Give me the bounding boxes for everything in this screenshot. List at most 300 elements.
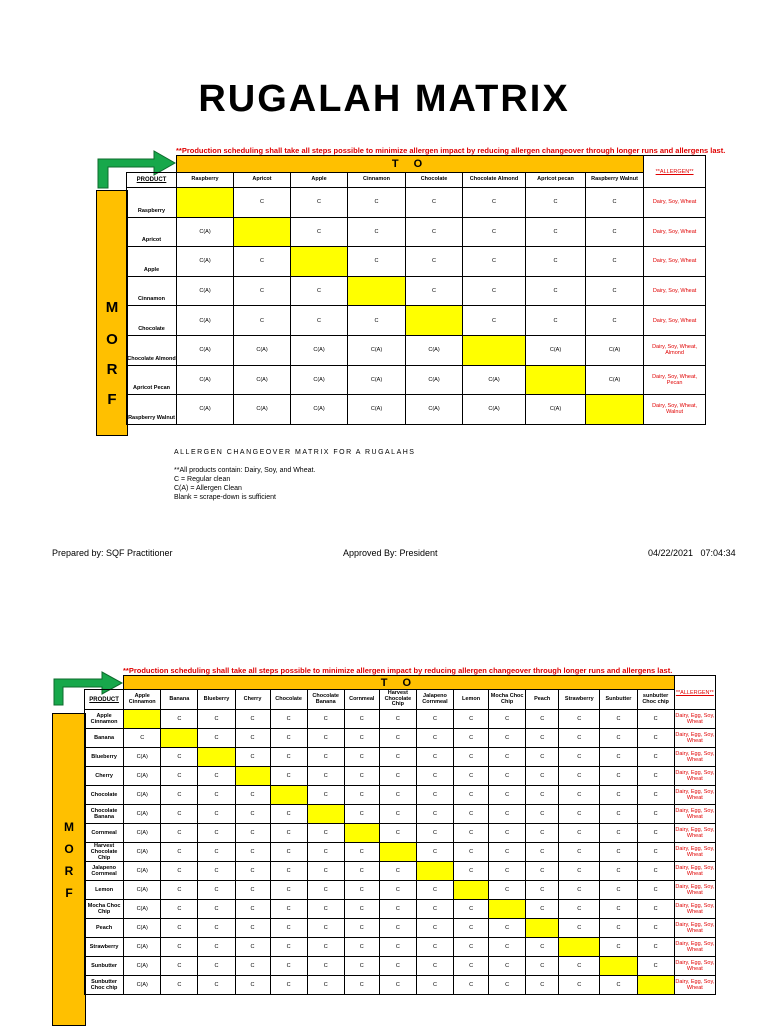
matrix-cell: C xyxy=(559,843,600,862)
matrix-cell: C xyxy=(198,919,235,938)
column-header: Cherry xyxy=(235,690,270,710)
matrix-cell: C xyxy=(291,217,348,247)
allergen-cell: Dairy, Soy, Wheat xyxy=(644,306,706,336)
matrix-cell: C xyxy=(526,748,559,767)
matrix-cell: C xyxy=(637,767,674,786)
matrix-cell: C xyxy=(454,843,489,862)
matrix-cell: C xyxy=(526,900,559,919)
matrix-cell: C xyxy=(463,247,526,277)
row-label: Lemon xyxy=(85,881,124,900)
diagonal-cell xyxy=(235,767,270,786)
matrix-cell: C xyxy=(235,710,270,729)
matrix-cell: C xyxy=(416,843,453,862)
diagonal-cell xyxy=(586,395,644,425)
row-label: Apricot xyxy=(127,217,177,247)
from-letter: M xyxy=(105,299,119,316)
diagonal-cell xyxy=(177,188,234,218)
matrix-cell: C(A) xyxy=(463,395,526,425)
table-row xyxy=(85,881,716,900)
matrix-cell: C xyxy=(235,824,270,843)
matrix-cell: C(A) xyxy=(406,335,463,365)
matrix-cell: C xyxy=(307,843,344,862)
matrix-cell: C(A) xyxy=(463,365,526,395)
column-header: Apple Cinnamon xyxy=(124,690,161,710)
matrix-cell: C(A) xyxy=(124,862,161,881)
column-header: Cornmeal xyxy=(344,690,379,710)
matrix-cell: C(A) xyxy=(406,395,463,425)
matrix-cell: C xyxy=(379,805,416,824)
matrix-cell: C xyxy=(124,729,161,748)
matrix-cell: C xyxy=(526,843,559,862)
approved-by: Approved By: President xyxy=(343,548,438,558)
allergen-cell: Dairy, Egg, Soy, Wheat xyxy=(674,919,715,938)
matrix-cell: C xyxy=(161,843,198,862)
table-row xyxy=(85,862,716,881)
matrix-cell: C xyxy=(526,786,559,805)
column-header: Banana xyxy=(161,690,198,710)
from-band-1 xyxy=(96,190,128,436)
matrix-cell: C xyxy=(637,710,674,729)
matrix-cell: C xyxy=(559,729,600,748)
matrix-cell: C xyxy=(161,767,198,786)
matrix-cell: C xyxy=(344,843,379,862)
matrix-cell: C xyxy=(526,976,559,995)
matrix-cell: C xyxy=(270,976,307,995)
matrix-cell: C xyxy=(307,710,344,729)
matrix-cell: C xyxy=(586,217,644,247)
matrix-cell: C xyxy=(161,862,198,881)
matrix-cell: C xyxy=(489,938,526,957)
matrix-cell: C xyxy=(489,786,526,805)
matrix-cell: C xyxy=(559,900,600,919)
matrix-cell: C xyxy=(600,862,637,881)
matrix-cell: C xyxy=(559,786,600,805)
allergen-cell: Dairy, Egg, Soy, Wheat xyxy=(674,881,715,900)
matrix-cell: C(A) xyxy=(348,365,406,395)
matrix-cell: C xyxy=(526,710,559,729)
matrix-cell: C xyxy=(344,729,379,748)
diagonal-cell xyxy=(234,217,291,247)
table-row xyxy=(85,805,716,824)
matrix-cell: C xyxy=(161,786,198,805)
matrix-cell: C(A) xyxy=(124,938,161,957)
matrix-cell: C xyxy=(307,748,344,767)
matrix-cell: C xyxy=(416,767,453,786)
table-row xyxy=(85,938,716,957)
row-label: Mocha Choc Chip xyxy=(85,900,124,919)
matrix-cell: C xyxy=(161,938,198,957)
matrix-cell: C xyxy=(454,767,489,786)
matrix-cell: C xyxy=(379,881,416,900)
matrix-cell: C xyxy=(307,862,344,881)
matrix-cell: C(A) xyxy=(124,824,161,843)
matrix-cell: C xyxy=(416,748,453,767)
from-letter: M xyxy=(64,820,74,834)
matrix-cell: C xyxy=(161,824,198,843)
matrix-cell: C xyxy=(379,824,416,843)
allergen-cell: Dairy, Soy, Wheat xyxy=(644,188,706,218)
matrix-cell: C xyxy=(198,786,235,805)
matrix-cell: C xyxy=(416,957,453,976)
table-row xyxy=(85,767,716,786)
matrix-cell: C(A) xyxy=(124,767,161,786)
allergen-cell: Dairy, Egg, Soy, Wheat xyxy=(674,900,715,919)
matrix-cell: C xyxy=(379,957,416,976)
footnotes-heading: ALLERGEN CHANGEOVER MATRIX FOR A RUGALAHS xyxy=(174,449,416,456)
row-label: Blueberry xyxy=(85,748,124,767)
matrix-cell: C xyxy=(489,824,526,843)
matrix-cell: C xyxy=(463,188,526,218)
matrix-cell: C xyxy=(489,805,526,824)
table-row xyxy=(85,748,716,767)
matrix-cell: C xyxy=(198,767,235,786)
row-label: Cinnamon xyxy=(127,276,177,306)
matrix-cell: C(A) xyxy=(177,276,234,306)
allergen-matrix-2 xyxy=(84,675,716,995)
matrix-cell: C xyxy=(586,276,644,306)
row-label: Jalapeno Cornmeal xyxy=(85,862,124,881)
matrix-cell: C xyxy=(559,881,600,900)
matrix-footnotes xyxy=(174,448,415,502)
matrix-cell: C xyxy=(161,710,198,729)
matrix-cell: C xyxy=(526,188,586,218)
matrix-cell: C xyxy=(234,247,291,277)
matrix-cell: C xyxy=(379,748,416,767)
allergen-column-header: **ALLERGEN** xyxy=(674,676,715,710)
table-row xyxy=(127,217,706,247)
matrix-cell: C xyxy=(600,881,637,900)
matrix-cell: C xyxy=(307,767,344,786)
row-label: Sunbutter Choc chip xyxy=(85,976,124,995)
allergen-column-header: **ALLERGEN** xyxy=(644,156,706,188)
matrix-cell: C xyxy=(637,862,674,881)
matrix-cell: C xyxy=(526,862,559,881)
matrix-cell: C xyxy=(291,276,348,306)
matrix-cell: C(A) xyxy=(124,976,161,995)
row-label: Chocolate Almond xyxy=(127,335,177,365)
matrix-cell: C(A) xyxy=(291,395,348,425)
matrix-cell: C xyxy=(344,767,379,786)
matrix-cell: C xyxy=(637,843,674,862)
matrix-cell: C xyxy=(600,748,637,767)
column-header: Chocolate Banana xyxy=(307,690,344,710)
matrix-cell: C xyxy=(307,976,344,995)
matrix-cell: C xyxy=(526,729,559,748)
production-note-2: **Production scheduling shall take all steps possible to minimize allergen impact by reducing allergen changeover through longer runs and allergens last. xyxy=(123,666,673,675)
matrix-cell: C xyxy=(416,710,453,729)
matrix-cell: C(A) xyxy=(124,957,161,976)
matrix-cell: C xyxy=(600,919,637,938)
allergen-cell: Dairy, Soy, Wheat, Almond xyxy=(644,335,706,365)
matrix-cell: C xyxy=(235,729,270,748)
column-header: Chocolate xyxy=(406,173,463,188)
row-label: Raspberry Walnut xyxy=(127,395,177,425)
matrix-cell: C xyxy=(198,843,235,862)
matrix-cell: C xyxy=(348,217,406,247)
column-header: Chocolate xyxy=(270,690,307,710)
matrix-cell: C xyxy=(463,306,526,336)
allergen-cell: Dairy, Egg, Soy, Wheat xyxy=(674,824,715,843)
corner-blank xyxy=(85,676,124,690)
from-letter: R xyxy=(64,864,74,878)
allergen-cell: Dairy, Soy, Wheat xyxy=(644,217,706,247)
matrix-cell: C xyxy=(270,843,307,862)
matrix-cell: C xyxy=(379,976,416,995)
matrix-cell: C xyxy=(270,881,307,900)
matrix-cell: C xyxy=(379,729,416,748)
matrix-cell: C(A) xyxy=(586,335,644,365)
table-row xyxy=(85,710,716,729)
column-header: Strawberry xyxy=(559,690,600,710)
from-letter: O xyxy=(64,842,74,856)
matrix-cell: C xyxy=(161,805,198,824)
matrix-cell: C xyxy=(526,217,586,247)
table-row xyxy=(85,843,716,862)
diagonal-cell xyxy=(307,805,344,824)
matrix-cell: C xyxy=(270,957,307,976)
row-label: Peach xyxy=(85,919,124,938)
table-row xyxy=(127,247,706,277)
matrix-cell: C xyxy=(344,786,379,805)
matrix-cell: C xyxy=(235,900,270,919)
allergen-cell: Dairy, Egg, Soy, Wheat xyxy=(674,843,715,862)
matrix-cell: C xyxy=(307,919,344,938)
matrix-cell: C xyxy=(307,957,344,976)
matrix-cell: C xyxy=(406,276,463,306)
matrix-cell: C xyxy=(637,805,674,824)
diagonal-cell xyxy=(559,938,600,957)
matrix-cell: C xyxy=(416,938,453,957)
from-letter: R xyxy=(106,361,118,378)
matrix-cell: C xyxy=(235,919,270,938)
allergen-cell: Dairy, Soy, Wheat xyxy=(644,276,706,306)
matrix-cell: C xyxy=(235,957,270,976)
diagonal-cell xyxy=(454,881,489,900)
matrix-cell: C xyxy=(416,824,453,843)
matrix-cell: C xyxy=(235,786,270,805)
table-row xyxy=(85,976,716,995)
matrix-cell: C(A) xyxy=(124,786,161,805)
matrix-cell: C xyxy=(344,957,379,976)
column-header: Blueberry xyxy=(198,690,235,710)
matrix-cell: C xyxy=(406,217,463,247)
diagonal-cell xyxy=(379,843,416,862)
matrix-cell: C xyxy=(270,805,307,824)
diagonal-cell xyxy=(526,365,586,395)
matrix-cell: C(A) xyxy=(586,365,644,395)
column-header: Harvest Chocolate Chip xyxy=(379,690,416,710)
diagonal-cell xyxy=(463,335,526,365)
matrix-cell: C(A) xyxy=(177,365,234,395)
matrix-cell: C xyxy=(559,805,600,824)
matrix-cell: C xyxy=(235,862,270,881)
from-letter: O xyxy=(106,331,118,348)
matrix-cell: C xyxy=(637,786,674,805)
diagonal-cell xyxy=(600,957,637,976)
allergen-cell: Dairy, Egg, Soy, Wheat xyxy=(674,976,715,995)
allergen-cell: Dairy, Egg, Soy, Wheat xyxy=(674,938,715,957)
matrix-cell: C xyxy=(307,786,344,805)
diagonal-cell xyxy=(124,710,161,729)
from-band-2 xyxy=(52,713,86,1026)
table-row xyxy=(85,824,716,843)
matrix-cell: C xyxy=(416,900,453,919)
matrix-cell: C xyxy=(600,805,637,824)
matrix-cell: C xyxy=(270,938,307,957)
matrix-cell: C xyxy=(198,710,235,729)
product-header: PRODUCT xyxy=(85,690,124,710)
matrix-cell: C xyxy=(489,748,526,767)
diagonal-cell xyxy=(526,919,559,938)
diagonal-cell xyxy=(344,824,379,843)
footnote-line: **All products contain: Dairy, Soy, and Wheat. xyxy=(174,467,316,474)
table-row xyxy=(85,900,716,919)
matrix-cell: C xyxy=(526,938,559,957)
matrix-cell: C xyxy=(454,748,489,767)
matrix-cell: C xyxy=(489,729,526,748)
matrix-cell: C xyxy=(307,938,344,957)
matrix-cell: C xyxy=(270,862,307,881)
allergen-cell: Dairy, Egg, Soy, Wheat xyxy=(674,805,715,824)
matrix-cell: C xyxy=(270,710,307,729)
table-row xyxy=(127,365,706,395)
diagonal-cell xyxy=(161,729,198,748)
matrix-cell: C xyxy=(454,729,489,748)
matrix-cell: C xyxy=(344,900,379,919)
matrix-cell: C xyxy=(454,710,489,729)
allergen-cell: Dairy, Egg, Soy, Wheat xyxy=(674,729,715,748)
matrix-cell: C(A) xyxy=(124,805,161,824)
matrix-cell: C xyxy=(379,919,416,938)
diagonal-cell xyxy=(416,862,453,881)
matrix-cell: C xyxy=(526,247,586,277)
allergen-cell: Dairy, Egg, Soy, Wheat xyxy=(674,767,715,786)
row-label: Cornmeal xyxy=(85,824,124,843)
matrix-cell: C xyxy=(235,976,270,995)
row-label: Raspberry xyxy=(127,188,177,218)
matrix-cell: C xyxy=(489,976,526,995)
matrix-cell: C xyxy=(637,957,674,976)
matrix-cell: C(A) xyxy=(124,919,161,938)
matrix-cell: C xyxy=(489,767,526,786)
column-header: Jalapeno Cornmeal xyxy=(416,690,453,710)
matrix-cell: C xyxy=(344,710,379,729)
allergen-cell: Dairy, Soy, Wheat xyxy=(644,247,706,277)
matrix-cell: C xyxy=(489,919,526,938)
matrix-cell: C xyxy=(270,919,307,938)
matrix-cell: C(A) xyxy=(234,335,291,365)
matrix-cell: C xyxy=(235,843,270,862)
row-label: Sunbutter xyxy=(85,957,124,976)
matrix-cell: C xyxy=(235,881,270,900)
print-datetime: 04/22/2021 07:04:34 xyxy=(648,548,736,558)
column-header: Apple xyxy=(291,173,348,188)
column-header: sunbutter Choc chip xyxy=(637,690,674,710)
matrix-cell: C xyxy=(270,767,307,786)
matrix-cell: C(A) xyxy=(124,843,161,862)
matrix-cell: C xyxy=(489,862,526,881)
matrix-cell: C xyxy=(161,957,198,976)
row-label: Chocolate xyxy=(85,786,124,805)
table-row xyxy=(127,395,706,425)
table-row xyxy=(85,729,716,748)
column-header: Apricot pecan xyxy=(526,173,586,188)
matrix-cell: C(A) xyxy=(526,395,586,425)
matrix-cell: C xyxy=(559,976,600,995)
column-header: Sunbutter xyxy=(600,690,637,710)
column-header: Cinnamon xyxy=(348,173,406,188)
matrix-cell: C xyxy=(526,957,559,976)
matrix-cell: C xyxy=(270,748,307,767)
allergen-cell: Dairy, Egg, Soy, Wheat xyxy=(674,862,715,881)
table-row xyxy=(85,957,716,976)
column-header: Apricot xyxy=(234,173,291,188)
allergen-cell: Dairy, Egg, Soy, Wheat xyxy=(674,710,715,729)
allergen-cell: Dairy, Soy, Wheat, Walnut xyxy=(644,395,706,425)
matrix-cell: C xyxy=(379,900,416,919)
matrix-cell: C(A) xyxy=(291,365,348,395)
matrix-cell: C xyxy=(291,306,348,336)
matrix-cell: C(A) xyxy=(526,335,586,365)
footnote-line: C = Regular clean xyxy=(174,476,231,483)
matrix-cell: C xyxy=(198,900,235,919)
matrix-cell: C xyxy=(344,881,379,900)
matrix-cell: C xyxy=(586,247,644,277)
matrix-cell: C xyxy=(307,900,344,919)
matrix-cell: C xyxy=(600,843,637,862)
matrix-cell: C xyxy=(161,919,198,938)
matrix-cell: C xyxy=(600,767,637,786)
allergen-cell: Dairy, Egg, Soy, Wheat xyxy=(674,786,715,805)
matrix-cell: C xyxy=(416,729,453,748)
matrix-cell: C xyxy=(489,843,526,862)
matrix-cell: C xyxy=(379,786,416,805)
matrix-cell: C xyxy=(489,957,526,976)
matrix-cell: C xyxy=(348,247,406,277)
matrix-cell: C xyxy=(559,919,600,938)
matrix-cell: C xyxy=(454,919,489,938)
table-row xyxy=(127,306,706,336)
column-header: Raspberry xyxy=(177,173,234,188)
matrix-cell: C xyxy=(600,786,637,805)
matrix-cell: C xyxy=(637,729,674,748)
matrix-cell: C xyxy=(526,805,559,824)
matrix-cell: C xyxy=(559,767,600,786)
diagonal-cell xyxy=(270,786,307,805)
matrix-cell: C xyxy=(307,824,344,843)
to-header: T O xyxy=(177,156,644,173)
allergen-cell: Dairy, Egg, Soy, Wheat xyxy=(674,748,715,767)
row-label: Harvest Chocolate Chip xyxy=(85,843,124,862)
matrix-cell: C xyxy=(600,824,637,843)
matrix-cell: C xyxy=(161,976,198,995)
row-label: Strawberry xyxy=(85,938,124,957)
matrix-cell: C xyxy=(416,881,453,900)
matrix-cell: C xyxy=(344,862,379,881)
matrix-cell: C xyxy=(234,276,291,306)
matrix-cell: C xyxy=(307,729,344,748)
from-letter: F xyxy=(65,886,73,900)
matrix-cell: C(A) xyxy=(348,335,406,365)
allergen-cell: Dairy, Soy, Wheat, Pecan xyxy=(644,365,706,395)
footnote-line: Blank = scrape-down is sufficient xyxy=(174,494,277,501)
diagonal-cell xyxy=(198,748,235,767)
matrix-cell: C xyxy=(600,976,637,995)
diagonal-cell xyxy=(637,976,674,995)
matrix-cell: C(A) xyxy=(177,335,234,365)
matrix-cell: C xyxy=(348,188,406,218)
matrix-cell: C xyxy=(161,900,198,919)
